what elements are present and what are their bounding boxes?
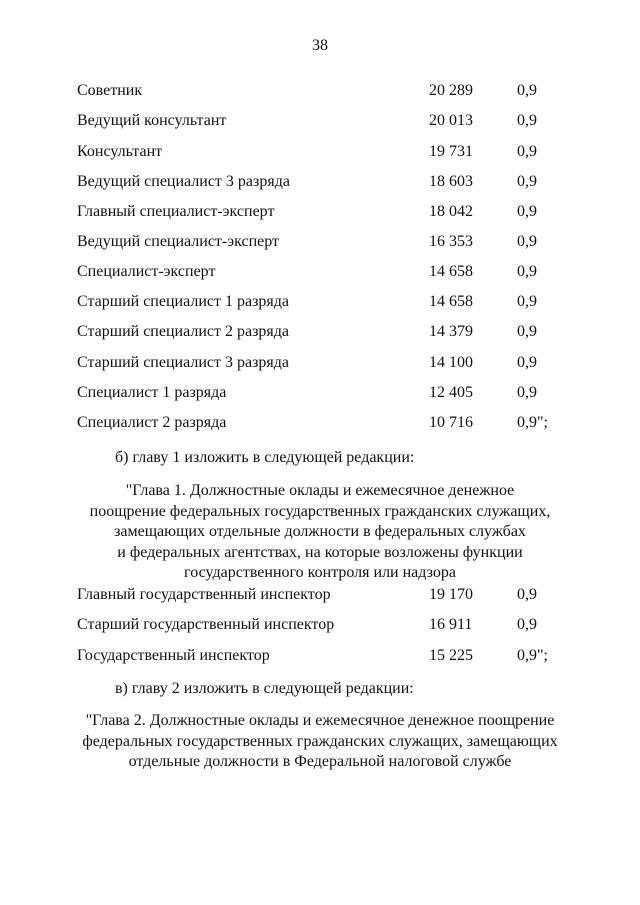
table-row bbox=[77, 111, 577, 131]
table-row bbox=[77, 202, 577, 222]
chapter-heading bbox=[60, 481, 580, 584]
salary-value: 14 100 bbox=[429, 354, 473, 371]
table-row bbox=[77, 81, 577, 101]
heading-line: и федеральных агентствах, на которые возложены функции bbox=[117, 543, 523, 561]
salary-value: 14 658 bbox=[429, 293, 473, 310]
coefficient-value: 0,9 bbox=[517, 293, 537, 310]
salary-value: 14 379 bbox=[429, 323, 473, 340]
coefficient-value: 0,9 bbox=[517, 173, 537, 190]
coefficient-value: 0,9 bbox=[517, 586, 537, 603]
table-row bbox=[77, 262, 577, 282]
position-name: Специалист 1 разряда bbox=[77, 384, 227, 401]
position-name: Старший специалист 1 разряда bbox=[77, 293, 289, 310]
position-name: Государственный инспектор bbox=[77, 647, 270, 664]
table-row bbox=[77, 615, 577, 635]
position-name: Старший специалист 2 разряда bbox=[77, 323, 289, 340]
chapter-heading bbox=[60, 711, 580, 773]
salary-value: 16 911 bbox=[429, 616, 473, 633]
position-name: Старший государственный инспектор bbox=[77, 616, 335, 633]
salary-value: 16 353 bbox=[429, 233, 473, 250]
table-row bbox=[77, 383, 577, 403]
heading-line: "Глава 1. Должностные оклады и ежемесячное денежное bbox=[125, 482, 515, 499]
salary-value: 10 716 bbox=[429, 414, 473, 431]
coefficient-value: 0,9"; bbox=[517, 414, 548, 431]
coefficient-value: 0,9 bbox=[517, 354, 537, 371]
coefficient-value: 0,9 bbox=[517, 143, 537, 160]
table-row bbox=[77, 142, 577, 162]
salary-value: 15 225 bbox=[429, 647, 473, 664]
position-name: Главный государственный инспектор bbox=[77, 586, 331, 603]
coefficient-value: 0,9 bbox=[517, 112, 537, 129]
table-row bbox=[77, 646, 577, 666]
page-number: 38 bbox=[312, 37, 328, 54]
heading-line: "Глава 2. Должностные оклады и ежемесячное денежное поощрение bbox=[85, 712, 555, 729]
heading-line: поощрение федеральных государственных гражданских служащих, bbox=[89, 502, 551, 520]
table-row bbox=[77, 172, 577, 192]
coefficient-value: 0,9 bbox=[517, 616, 537, 633]
table-row bbox=[77, 413, 577, 433]
position-name: Консультант bbox=[77, 143, 163, 160]
position-name: Специалист-эксперт bbox=[77, 263, 216, 280]
position-name: Ведущий специалист-эксперт bbox=[77, 233, 280, 250]
salary-value: 18 042 bbox=[429, 203, 473, 220]
salary-value: 20 013 bbox=[429, 112, 473, 129]
salary-value: 18 603 bbox=[429, 173, 473, 190]
position-name: Ведущий консультант bbox=[77, 112, 227, 129]
table-row bbox=[77, 353, 577, 373]
coefficient-value: 0,9 bbox=[517, 384, 537, 401]
position-name: Ведущий специалист 3 разряда bbox=[77, 173, 290, 190]
table-row bbox=[77, 322, 577, 342]
coefficient-value: 0,9 bbox=[517, 82, 537, 99]
position-name: Главный специалист-эксперт bbox=[77, 203, 275, 220]
salary-value: 20 289 bbox=[429, 82, 473, 99]
table-row bbox=[77, 232, 577, 252]
salary-value: 14 658 bbox=[429, 263, 473, 280]
position-name: Советник bbox=[77, 82, 143, 99]
salary-value: 19 170 bbox=[429, 586, 473, 603]
coefficient-value: 0,9"; bbox=[517, 647, 548, 664]
coefficient-value: 0,9 bbox=[517, 323, 537, 340]
heading-line: федеральных государственных гражданских служащих, замещающих bbox=[82, 732, 558, 750]
heading-line: замещающих отдельные должности в федеральных службах bbox=[114, 523, 526, 541]
table-row bbox=[77, 585, 577, 605]
instruction-paragraph: б) главу 1 изложить в следующей редакции: bbox=[115, 449, 415, 466]
heading-line: отдельные должности в Федеральной налоговой службе bbox=[128, 753, 512, 771]
table-row bbox=[77, 292, 577, 312]
position-name: Старший специалист 3 разряда bbox=[77, 354, 289, 371]
coefficient-value: 0,9 bbox=[517, 263, 537, 280]
salary-value: 19 731 bbox=[429, 143, 473, 160]
salary-value: 12 405 bbox=[429, 384, 473, 401]
position-name: Специалист 2 разряда bbox=[77, 414, 227, 431]
coefficient-value: 0,9 bbox=[517, 233, 537, 250]
coefficient-value: 0,9 bbox=[517, 203, 537, 220]
instruction-paragraph: в) главу 2 изложить в следующей редакции: bbox=[115, 680, 414, 697]
heading-line: государственного контроля или надзора bbox=[184, 564, 456, 582]
